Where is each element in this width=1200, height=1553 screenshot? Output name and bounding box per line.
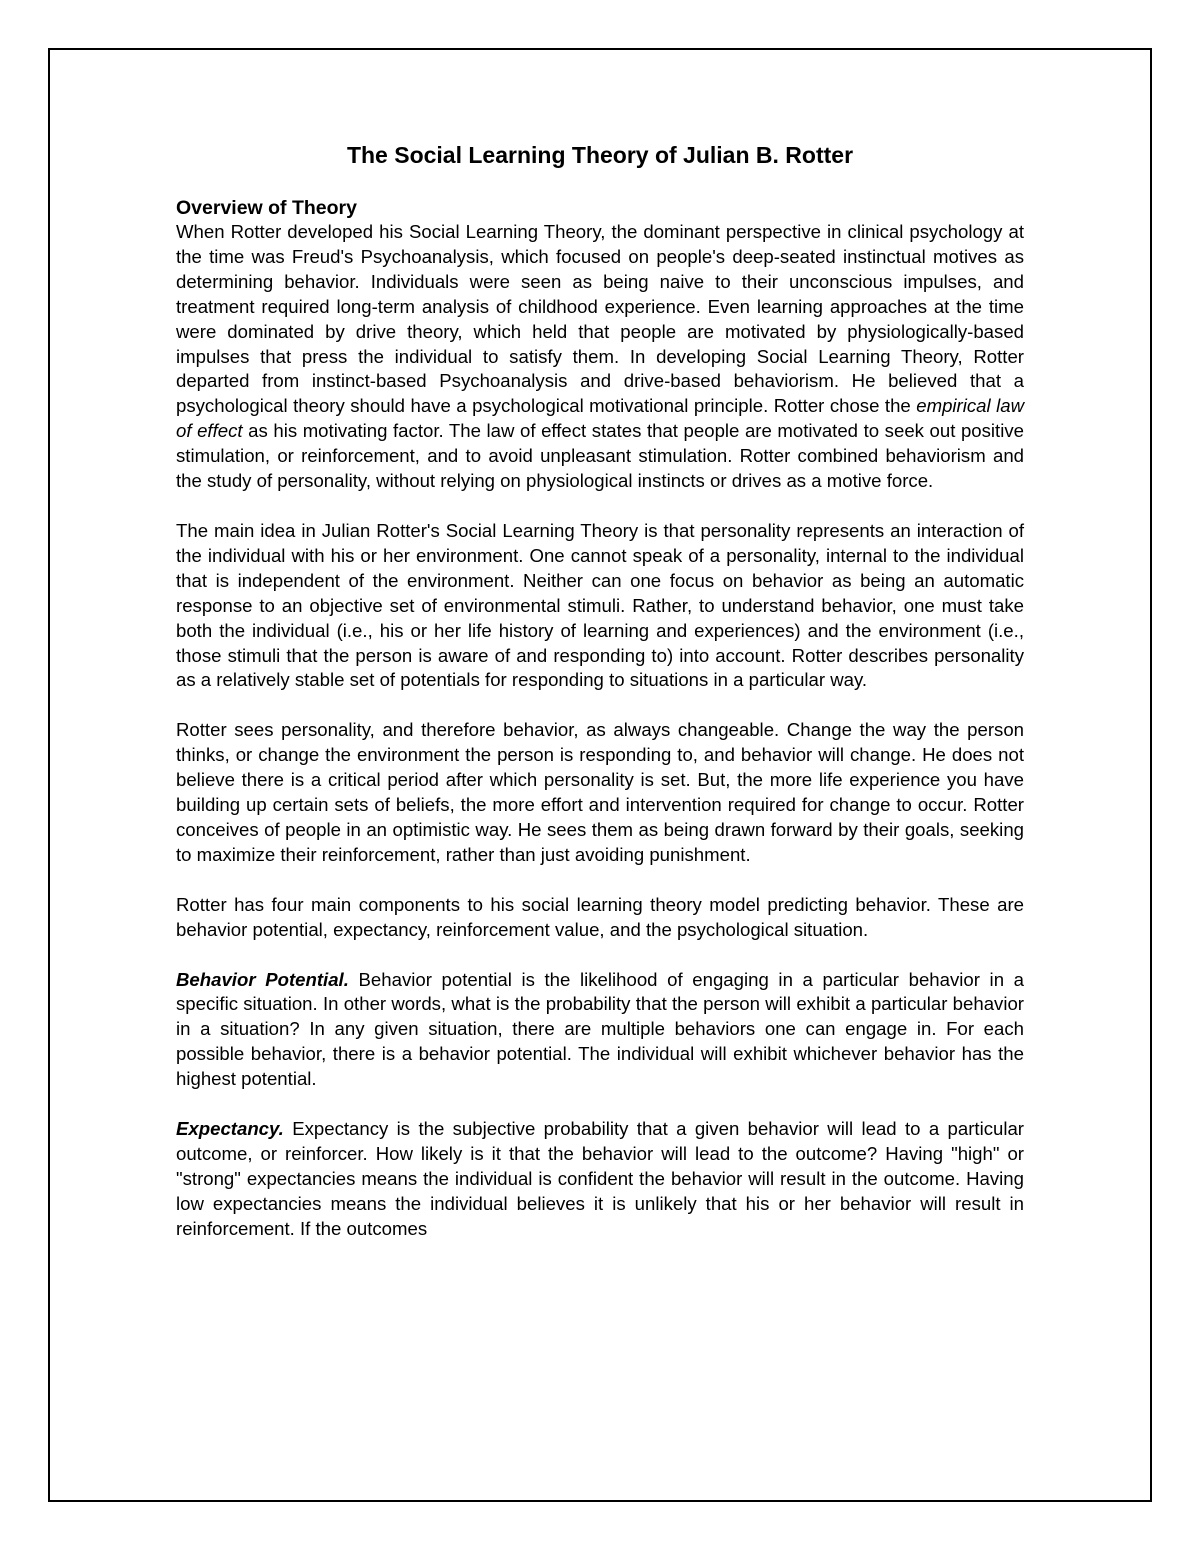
document-title: The Social Learning Theory of Julian B. Rotter bbox=[346, 142, 854, 168]
paragraph-main-idea: The main idea in Julian Rotter's Social Learning Theory is that personality represents an interaction of the individual with his or her environment. One cannot speak of a personality, internal to the individual that is independent of the environment. Neither can one focus on behavior as being an automatic response to an objective set of environmental stimuli. Rather, to understand behavior, one must take both the individual (i.e., his or her life history of learning and experiences) and the environment (i.e., those stimuli that the person is aware of and responding to) into account. Rotter describes personality as a relatively stable set of potentials for responding to situations in a particular way. bbox=[176, 519, 1024, 691]
paragraph-overview bbox=[176, 220, 1024, 494]
paragraph-changeable: Rotter sees personality, and therefore behavior, as always changeable. Change the way the person thinks, or change the environment the person is responding to, and behavior will change. He does not believe there is a critical period after which personality is set. But, the more life experience you have building up certain sets of beliefs, the more effort and intervention required for change to occur. Rotter conceives of people in an optimistic way. He sees them as being drawn forward by their goals, seeking to maximize their reinforcement, rather than just avoiding punishment. bbox=[176, 719, 1024, 865]
empirical-law-of-effect-emphasis: empirical law of effect bbox=[176, 395, 1024, 442]
section-heading-overview: Overview of Theory bbox=[176, 197, 357, 219]
behavior-potential-text: Behavior potential is the likelihood of engaging in a particular behavior in a specific situation. In other words, what is the probability that the person will exhibit a particular behavior in a situation? In any given situation, there are multiple behaviors one can engage in. For each possible behavior, there is a behavior potential. The individual will exhibit whichever behavior has the highest potential. bbox=[176, 968, 1025, 1090]
paragraph-overview-text-b: as his motivating factor. The law of effect states that people are motivated to seek out positive stimulation, or reinforcement, and to avoid unpleasant stimulation. Rotter combined behaviorism and the study of personality, without relying on physiological instincts or drives as a motive force. bbox=[176, 420, 1024, 492]
expectancy-text: Expectancy is the subjective probability that a given behavior will lead to a particular outcome, or reinforcer. How likely is it that the behavior will lead to the outcome? Having "high" or "strong" expectancies means the individual is confident the behavior will result in the outcome. Having low expectancies means the individual believes it is unlikely that his or her behavior will result in reinforcement. If the outcomes bbox=[176, 1118, 1024, 1239]
expectancy-term: Expectancy. bbox=[176, 1118, 284, 1140]
paragraph-overview-text-a: When Rotter developed his Social Learning Theory, the dominant perspective in clinical psychology at the time was Freud's Psychoanalysis, which focused on people's deep-seated instinctual motives as determining behavior. Individuals were seen as being naive to their unconscious impulses, and treatment required long-term analysis of childhood experience. Even learning approaches at the time were dominated by drive theory, which held that people are motivated by physiologically-based impulses that press the individual to satisfy them. In developing Social Learning Theory, Rotter departed from instinct-based Psychoanalysis and drive-based behaviorism. He believed that a psychological theory should have a psychological motivational principle. Rotter chose the bbox=[176, 221, 1024, 417]
paragraph-components: Rotter has four main components to his social learning theory model predicting behavior. These are behavior potential, expectancy, reinforcement value, and the psychological situation. bbox=[176, 893, 1024, 940]
document-body bbox=[176, 140, 1024, 1267]
behavior-potential-term: Behavior Potential. bbox=[176, 968, 349, 990]
paragraph-expectancy bbox=[176, 1117, 1024, 1242]
paragraph-behavior-potential bbox=[176, 968, 1024, 1093]
